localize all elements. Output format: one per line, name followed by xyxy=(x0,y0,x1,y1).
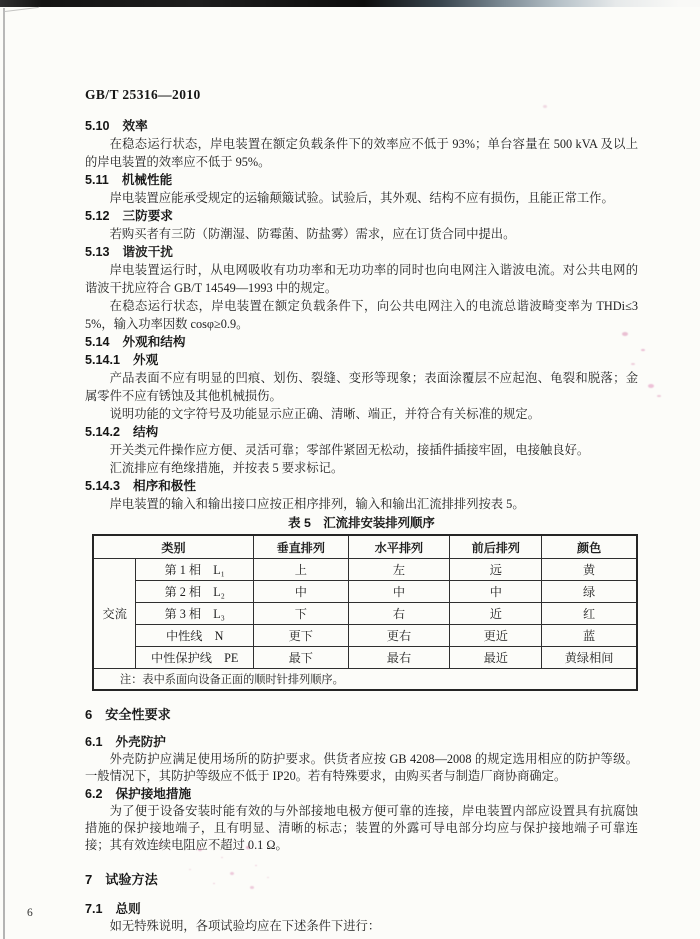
clause-heading-5-14-2 xyxy=(85,423,638,441)
cell-color: 黄绿相间 xyxy=(542,647,637,669)
table5-note-row xyxy=(93,669,637,691)
paragraph: 说明功能的文字符号及功能显示应正确、清晰、端正，并符合有关标准的规定。 xyxy=(109,407,540,421)
clause-title: 外观和结构 xyxy=(122,335,186,349)
clause-title: 相序和极性 xyxy=(133,479,196,493)
cell-name: 第 3 相 L₃ xyxy=(136,603,254,625)
clause-heading-5-14-1 xyxy=(85,351,638,369)
clause-heading-5-14 xyxy=(85,333,638,351)
standard-number: GB/T 25316—2010 xyxy=(85,87,201,102)
clause-heading-5-13 xyxy=(85,243,638,261)
page-number: 6 xyxy=(27,907,33,919)
header-category: 类别 xyxy=(93,535,253,559)
cell-name: 第 2 相 L₂ xyxy=(136,581,254,603)
cell-name: 中性线 N xyxy=(136,625,254,647)
cell-front-back: 更近 xyxy=(450,625,542,647)
clause-number: 6.2 xyxy=(85,787,103,801)
clause-heading-7 xyxy=(85,871,638,889)
clause-number: 5.14.2 xyxy=(85,425,121,439)
cell-front-back: 近 xyxy=(450,603,542,625)
clause-title: 三防要求 xyxy=(122,209,173,223)
clause-heading-6 xyxy=(85,706,638,724)
clause-number: 5.14.3 xyxy=(85,479,121,493)
table5-caption: 表 5 汇流排安装排列顺序 xyxy=(288,516,435,530)
clause-heading-6-1 xyxy=(85,733,638,751)
cell-vertical: 上 xyxy=(253,559,348,581)
cell-horizontal: 中 xyxy=(348,581,450,603)
clause-title: 机械性能 xyxy=(121,173,173,187)
table5 xyxy=(92,534,638,691)
paragraph: 在稳态运行状态，岸电装置在额定负载条件下，向公共电网注入的电流总谐波畸变率为 THDi≤35%，输入功率因数 cosφ≥0.9。 xyxy=(85,299,638,331)
clause-title: 试验方法 xyxy=(105,872,158,887)
cell-front-back: 中 xyxy=(450,581,542,603)
document-content xyxy=(85,86,638,935)
clause-heading-5-12 xyxy=(85,207,638,225)
clause-title: 外壳防护 xyxy=(115,735,166,749)
paragraph: 岸电装置运行时，从电网吸收有功功率和无功功率的同时也向电网注入谐波电流。对公共电网的谐波干扰应符合 GB/T 14549—1993 中的规定。 xyxy=(85,263,638,295)
cell-horizontal: 最右 xyxy=(348,647,450,669)
paragraph: 汇流排应有绝缘措施，并按表 5 要求标记。 xyxy=(109,461,344,475)
cell-color: 绿 xyxy=(542,581,637,603)
clause-number: 6.1 xyxy=(85,735,103,749)
table5-note: 注：表中系面向设备正面的顺时针排列顺序。 xyxy=(93,669,637,691)
cell-vertical: 中 xyxy=(253,581,348,603)
paragraph: 岸电装置的输入和输出接口应按正相序排列，输入和输出汇流排排列按表 5。 xyxy=(109,497,525,511)
clause-number: 7.1 xyxy=(85,902,103,916)
clause-heading-5-10 xyxy=(85,117,638,135)
clause-number: 5.13 xyxy=(85,245,110,259)
paragraph: 若购买者有三防（防潮湿、防霉菌、防盐雾）需求，应在订货合同中提出。 xyxy=(109,227,516,241)
clause-heading-5-11 xyxy=(85,171,638,189)
clause-title: 谐波干扰 xyxy=(122,245,173,259)
scan-corner-line xyxy=(5,7,39,12)
table-row xyxy=(93,625,637,647)
table-row xyxy=(93,603,637,625)
table-row xyxy=(93,559,637,581)
paragraph: 如无特殊说明，各项试验均应在下述条件下进行： xyxy=(109,919,381,933)
header-horizontal: 水平排列 xyxy=(348,535,450,559)
table-row xyxy=(93,647,637,669)
cell-vertical: 下 xyxy=(253,603,348,625)
cell-vertical: 更下 xyxy=(253,625,348,647)
clause-number: 6 xyxy=(85,707,93,722)
clause-title: 安全性要求 xyxy=(105,707,171,722)
cell-name: 第 1 相 L₁ xyxy=(136,559,254,581)
clause-title: 结构 xyxy=(133,425,159,439)
paragraph: 产品表面不应有明显的凹痕、划伤、裂缝、变形等现象；表面涂覆层不应起泡、龟裂和脱落；金属零件不应有锈蚀及其他机械损伤。 xyxy=(85,371,638,403)
cell-color: 蓝 xyxy=(542,625,637,647)
header-front-back: 前后排列 xyxy=(450,535,542,559)
clause-heading-7-1 xyxy=(85,900,638,918)
paragraph: 在稳态运行状态，岸电装置在额定负载条件下的效率应不低于 93%；单台容量在 500 kVA 及以上的岸电装置的效率应不低于 95%。 xyxy=(85,137,638,169)
scan-top-edge-shadow xyxy=(0,0,700,7)
header-color: 颜色 xyxy=(542,535,637,559)
cell-group-ac: 交流 xyxy=(93,559,136,669)
cell-horizontal: 右 xyxy=(348,603,450,625)
paragraph: 岸电装置应能承受规定的运输颠簸试验。试验后，其外观、结构不应有损伤，且能正常工作。 xyxy=(109,191,614,205)
clause-title: 外观 xyxy=(133,353,159,367)
scan-left-edge-shadow xyxy=(3,8,5,939)
clause-number: 7 xyxy=(85,872,93,887)
cell-vertical: 最下 xyxy=(253,647,348,669)
clause-title: 保护接地措施 xyxy=(115,787,192,801)
paragraph: 外壳防护应满足使用场所的防护要求。供货者应按 GB 4208—2008 的规定选用相应的防护等级。一般情况下，其防护等级应不低于 IP20。若有特殊要求，由购买者与制造厂商协商确定。 xyxy=(85,752,638,783)
clause-heading-5-14-3 xyxy=(85,477,638,495)
paragraph: 开关类元件操作应方便、灵活可靠；零部件紧固无松动，接插件插接牢固，电接触良好。 xyxy=(109,443,590,457)
cell-name: 中性保护线 PE xyxy=(136,647,254,669)
cell-horizontal: 左 xyxy=(348,559,450,581)
cell-horizontal: 更右 xyxy=(348,625,450,647)
cell-color: 红 xyxy=(542,603,637,625)
table-row xyxy=(93,581,637,603)
cell-color: 黄 xyxy=(542,559,637,581)
table5-header-row xyxy=(93,535,637,559)
clause-number: 5.10 xyxy=(85,119,110,133)
paragraph: 为了便于设备安装时能有效的与外部接地电极方便可靠的连接，岸电装置内部应设置具有抗腐蚀措施的保护接地端子，且有明显、清晰的标志；装置的外露可导电部分均应与保护接地端子可靠连接；其有效连续电阻应不超过 0.1 Ω。 xyxy=(85,804,638,852)
clause-number: 5.12 xyxy=(85,209,110,223)
clause-title: 总则 xyxy=(115,902,141,916)
clause-number: 5.14.1 xyxy=(85,353,121,367)
header-vertical: 垂直排列 xyxy=(253,535,348,559)
clause-heading-6-2 xyxy=(85,785,638,803)
cell-front-back: 最近 xyxy=(450,647,542,669)
clause-number: 5.11 xyxy=(85,173,109,187)
cell-front-back: 远 xyxy=(450,559,542,581)
clause-number: 5.14 xyxy=(85,335,110,349)
clause-title: 效率 xyxy=(122,119,148,133)
